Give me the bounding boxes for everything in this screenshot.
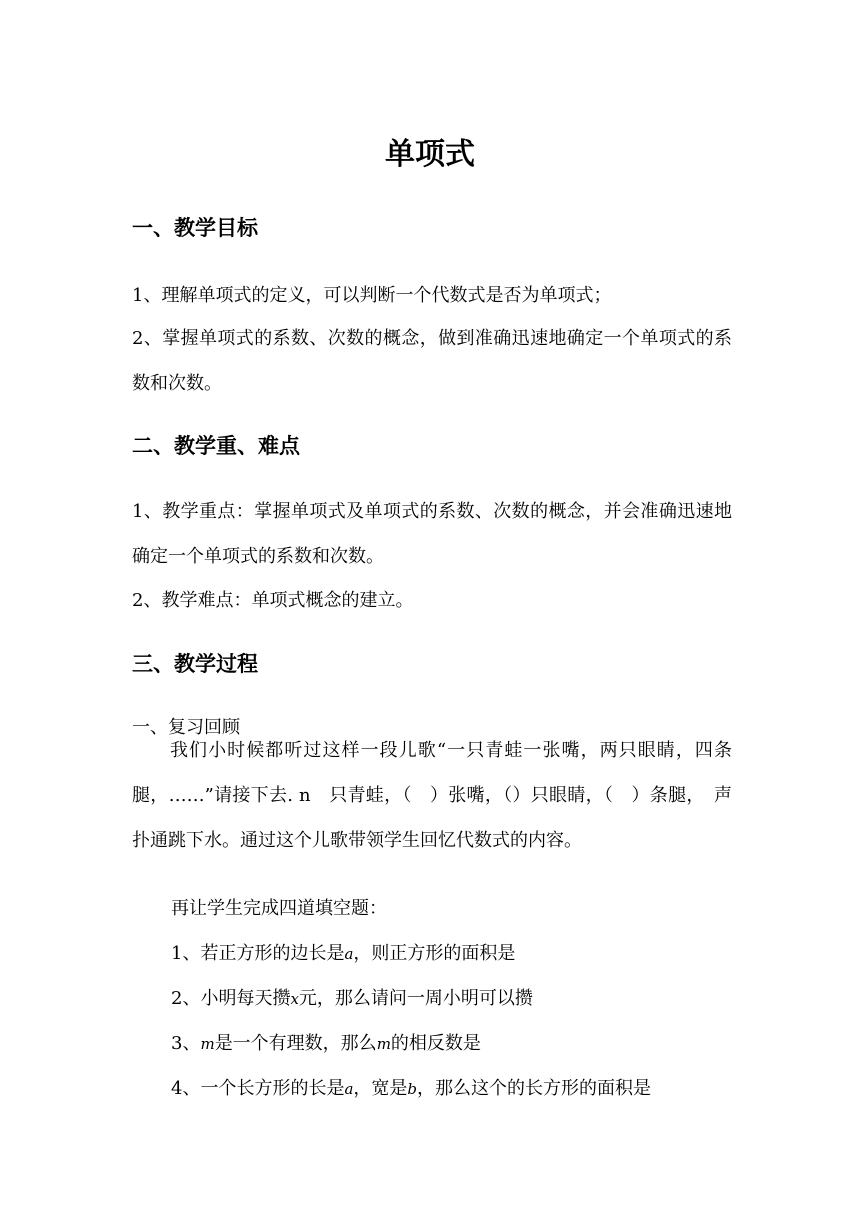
math-variable: a bbox=[344, 1080, 354, 1098]
key-point-item-2: 2、教学难点：单项式概念的建立。 bbox=[132, 590, 414, 611]
exercise-text: 1、若正方形的边长是 bbox=[171, 943, 345, 964]
section-heading-key-points: 二、教学重、难点 bbox=[132, 434, 300, 458]
exercise-text: ，那么这个的长方形的面积是 bbox=[417, 1078, 652, 1099]
math-variable: m bbox=[200, 1035, 215, 1053]
review-intro-paragraph: 我们小时候都听过这样一段儿歌“一只青蛙一张嘴，两只眼睛，四条腿，……”请接下去. n 只青蛙，（ ）张嘴，（）只眼睛，（ ）条腿， 声扑通跳下水。通过这个儿歌带领学生回忆代数式的内容。 bbox=[132, 740, 732, 851]
exercise-text: 2、小明每天攒 bbox=[171, 988, 291, 1009]
objective-item-1: 1、理解单项式的定义，可以判断一个代数式是否为单项式； bbox=[132, 285, 612, 306]
exercise-text: ，宽是 bbox=[353, 1078, 408, 1099]
section-heading-process: 三、教学过程 bbox=[132, 652, 258, 676]
exercise-item-3 bbox=[171, 1029, 481, 1059]
math-variable: b bbox=[407, 1080, 418, 1098]
exercise-text: 4、一个长方形的长是 bbox=[171, 1078, 345, 1099]
objective-item-2: 2、掌握单项式的系数、次数的概念，做到准确迅速地确定一个单项式的系数和次数。 bbox=[132, 328, 732, 394]
exercise-text: 的相反数是 bbox=[390, 1033, 481, 1054]
page-title: 单项式 bbox=[385, 137, 475, 172]
exercise-intro: 再让学生完成四道填空题： bbox=[171, 898, 387, 919]
exercise-text: ，则正方形的面积是 bbox=[353, 943, 516, 964]
math-variable: m bbox=[376, 1035, 391, 1053]
exercise-item-2 bbox=[171, 984, 533, 1014]
math-variable: a bbox=[344, 945, 354, 963]
exercise-text: 元，那么请问一周小明可以攒 bbox=[298, 988, 533, 1009]
exercise-item-1 bbox=[171, 939, 515, 969]
subheading-review: 一、复习回顾 bbox=[132, 717, 240, 738]
exercise-text: 是一个有理数，那么 bbox=[214, 1033, 377, 1054]
math-variable: x bbox=[290, 990, 299, 1008]
exercise-text: 3、 bbox=[171, 1033, 201, 1054]
key-point-item-1: 1、教学重点：掌握单项式及单项式的系数、次数的概念，并会准确迅速地确定一个单项式的系数和次数。 bbox=[132, 501, 732, 567]
section-heading-objectives: 一、教学目标 bbox=[132, 216, 258, 240]
exercise-item-4 bbox=[171, 1074, 651, 1104]
